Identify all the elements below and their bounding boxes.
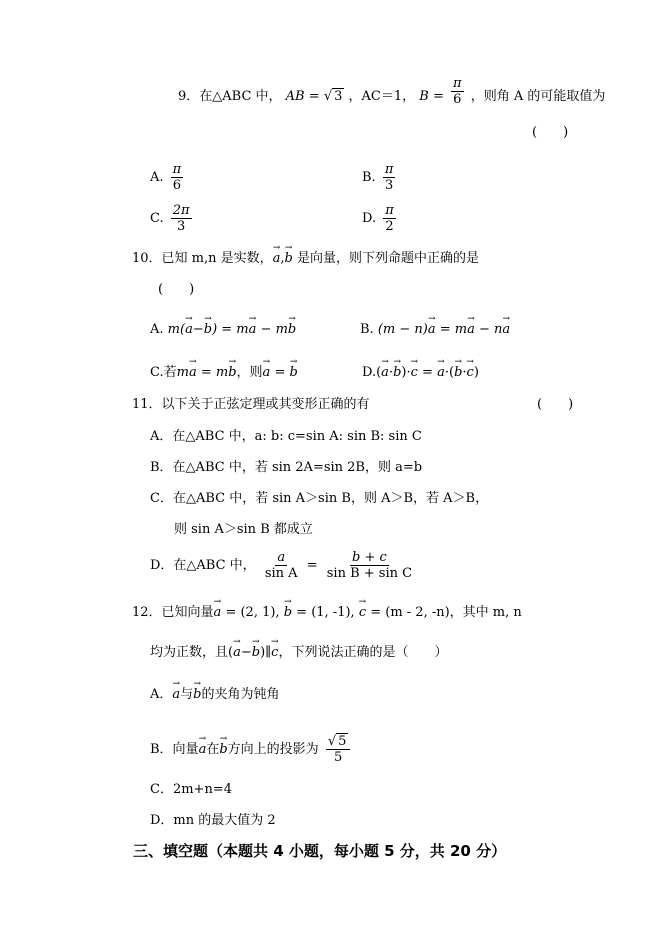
q12-option-b [150,734,353,765]
q10-paren: ( ) [158,282,195,297]
q12-opt-a-label: A． [150,687,173,702]
q10-opt-b-minus-n: − n [474,322,503,337]
q12-stem-line1 [132,604,522,622]
q12-stem2-suffix: ，下列说法正确的是（ ） [278,645,448,660]
q10-vec-b: → b [285,250,293,268]
q10-opt-a-m: m( [167,322,186,337]
q9-opt-a-label: A. [150,170,164,185]
q10-opt-b-mn: (m − n) [377,322,428,337]
q10-opt-c-eq: = [270,365,290,380]
q10-opt-d-dot1: · [388,365,394,380]
q10-option-d [362,364,479,382]
q10-opt-b-eq-m: = m [435,322,468,337]
q9-sqrt: √ 3 [323,89,343,104]
q9-ab: AB [285,89,305,104]
q9-paren: ( ) [532,125,569,140]
q12-b-val: = (1, -1), [292,605,355,620]
q10-opt-d-close: ) [473,365,479,380]
q11-opt-d-eq: = [306,558,318,573]
q11-option-a: A．在△ABC 中，a: b: c=sin A: sin B: sin C [150,429,422,444]
q12-stem2-parallel: )∥ [260,645,272,660]
q9-pi: π [453,76,462,91]
q10-opt-c-vec-b2: → b [289,364,297,382]
q9-opt-d-num: π [385,203,394,218]
q9-six: 6 [453,92,462,107]
q9-opt-b-label: B. [362,170,376,185]
q10-opt-d-dot-open: ·( [444,365,455,380]
q12-opt-b-label: B．向量 [150,742,199,757]
q12-stem-prefix: 12．已知向量 [132,605,214,620]
q9-opt-d-label: D. [362,211,377,226]
q10-opt-b-vec-a3: → a [502,321,510,339]
q10-opt-c-vec-a1: → a [189,364,197,382]
q10-option-b [360,321,510,339]
q12-opt-b-num: √ 5 [326,734,351,750]
q9-opt-b-frac [383,162,396,193]
q10-opt-d-open: ( [376,365,382,380]
q10-opt-d-vec-c2: → c [467,364,474,382]
q11-option-c-line1: C．在△ABC 中，若 sin A＞sin B，则 A＞B，若 A＞B， [150,491,489,506]
q10-opt-c-m1: m [176,365,189,380]
q10-opt-b-vec-a2: → a [467,321,475,339]
q10-opt-c-label: C.若 [150,365,177,380]
q10-opt-a-vec-a1: → a [185,321,193,339]
q12-option-a [150,686,280,704]
q12-opt-b-mid: 在 [206,742,220,757]
q11-opt-d-den2: sin B + sin C [326,566,413,581]
q9-opt-c-den: 3 [177,219,186,234]
q12-vec-b: → b [284,604,292,622]
section-3-title: 三、填空题（本题共 4 小题，每小题 5 分，共 20 分） [133,842,507,860]
q10-opt-d-label: D. [362,365,377,380]
q10-opt-c-vec-b1: → b [228,364,236,382]
q9-opt-b-num: π [384,162,394,177]
q11-opt-d-den1: sin A [264,566,298,581]
q10-opt-d-vec-c1: → c [411,364,418,382]
q10-opt-a-minus: − [192,322,204,337]
q10-opt-a-label: A. [150,322,164,337]
q10-opt-c-then: ，则 [236,365,263,380]
q10-opt-d-vec-b1: → b [393,364,401,382]
q12-stem2-vec-c: → c [271,644,278,662]
q10-opt-d-dot2: · [462,365,467,380]
q9-option-d [362,203,399,234]
q12-opt-a-mid: 与 [180,687,194,702]
q10-opt-a-vec-b2: → b [288,321,296,339]
q12-stem2-vec-a: → a [233,644,241,662]
q9-opt-c-num: 2π [172,203,190,218]
q9-ac: ，AC＝1， [348,89,416,104]
q10-opt-d-eq: = [417,365,438,380]
q12-opt-a-vec-b: → b [193,686,201,704]
q12-option-c: C．2m+n=4 [150,782,232,797]
q11-opt-d-frac2 [325,550,414,581]
q12-opt-b-vec-b: → b [219,741,227,759]
q12-opt-a-vec-a: → a [172,686,180,704]
q10-opt-a-vec-b1: → b [204,321,212,339]
q9-opt-a-den: 6 [172,178,182,193]
q10-opt-d-vec-a1: → a [381,364,389,382]
q12-opt-b-frac [326,734,351,765]
q9-stem [178,76,606,107]
q11-opt-d-num1: a [277,550,286,565]
q11-opt-d-prefix: D．在△ABC 中， [150,558,256,573]
q11-option-b: B．在△ABC 中，若 sin 2A=sin 2B，则 a=b [150,460,423,475]
q10-opt-a-eq-m: ) = m [212,322,249,337]
q9-option-a [150,162,186,193]
q12-stem-line2 [150,644,447,662]
q9-option-b [362,162,398,193]
q12-opt-b-den: 5 [333,750,343,765]
q10-opt-b-label: B. [360,322,374,337]
q10-opt-d-close-dot: )· [401,365,411,380]
q10-option-c [150,364,298,382]
q10-stem-prefix: 10．已知 m,n 是实数， [132,251,273,266]
q10-opt-c-eq-m: = m [196,365,229,380]
q9-opt-a-num: π [172,162,182,177]
q9-b-frac [451,76,464,107]
q9-opt-c-label: C. [150,211,164,226]
q12-opt-a-suffix: 的夹角为钝角 [201,687,280,702]
q9-option-c [150,203,195,234]
q10-opt-a-vec-a2: → a [249,321,257,339]
q12-stem2-minus: − [240,645,252,660]
q12-option-d: D．mn 的最大值为 2 [150,813,276,828]
q12-c-val: = (m - 2, -n)，其中 m, n [366,605,522,620]
q11-option-c-line2: 则 sin A＞sin B 都成立 [174,522,313,537]
q12-a-val: = (2, 1), [221,605,280,620]
q9-b: B [419,89,429,104]
q12-stem2-vec-b: → b [252,644,260,662]
q10-comma: , [280,251,285,266]
q11-paren: ( ) [537,397,574,412]
q10-stem-suffix: 是向量，则下列命题中正确的是 [292,251,480,266]
q12-vec-c: → c [359,604,366,622]
q11-opt-d-num2: b + c [352,550,387,565]
q9-suffix: ，则角 A 的可能取值为 [470,89,606,104]
q9-opt-a-frac [171,162,184,193]
q11-opt-d-frac1 [263,550,300,581]
q11-stem: 11．以下关于正弦定理或其变形正确的有 [132,397,370,412]
q12-opt-b-vec-a: → a [199,741,207,759]
q12-vec-a: → a [214,604,222,622]
q10-opt-d-vec-b2: → b [454,364,462,382]
q10-opt-d-vec-a2: → a [437,364,445,382]
q11-option-d [150,550,417,581]
q12-opt-b-sqrt-val: 5 [338,734,347,749]
q10-vec-a: → a [273,250,281,268]
q9-b-eq: = [432,89,444,104]
q12-stem2-prefix: 均为正数，且( [150,645,234,660]
q12-opt-b-suffix: 方向上的投影为 [227,742,319,757]
q9-opt-d-den: 2 [385,219,394,234]
q9-eq: = [308,89,320,104]
q10-opt-b-vec-a1: → a [428,321,436,339]
q10-opt-c-vec-a2: → a [263,364,271,382]
q10-option-a [150,321,296,339]
q10-stem [132,250,479,268]
q9-sqrt-val: 3 [334,89,343,104]
q9-prefix: 9．在△ABC 中， [178,89,282,104]
q9-opt-c-frac [171,203,192,234]
q9-opt-d-frac [383,203,396,234]
q9-opt-b-den: 3 [384,178,394,193]
q10-opt-a-minus-m: − m [256,322,288,337]
